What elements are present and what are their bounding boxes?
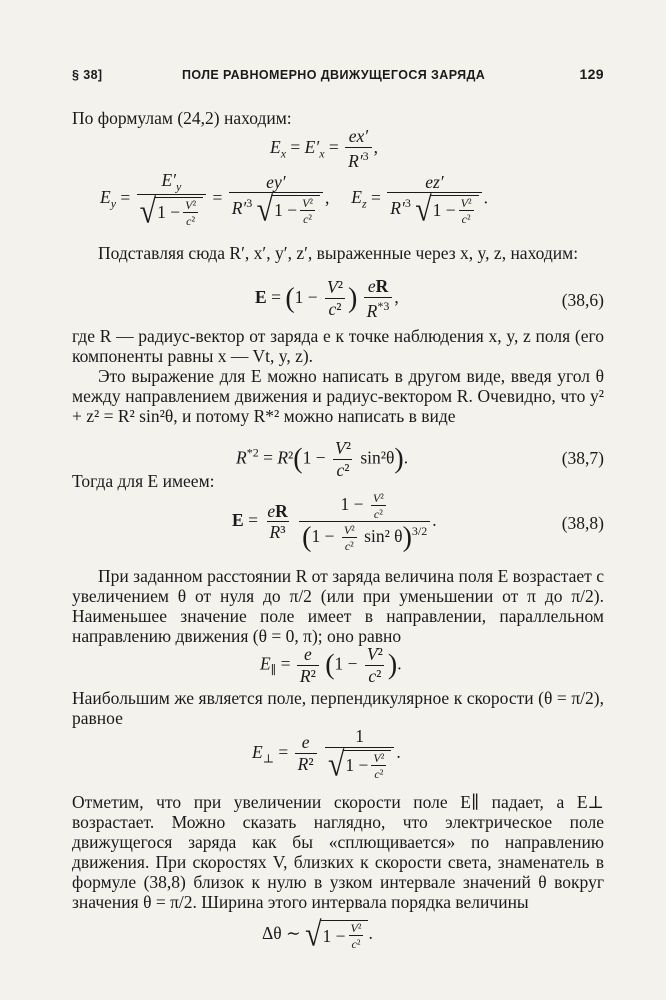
formula-ex: $E_x = E'_x$ = $\frac{ex'}{R'^3}$ , (270, 126, 379, 171)
formula-38-8: E = $\frac{eR}{\text{R³}}$ 1 − $\frac{\text{V²}}{\text{c²}}$ (1 − $\frac{\text{V²}}{\text{c²}}$ sin² θ)$^{3/2}$ . (232, 491, 437, 553)
formula-e-perpendicular: $E_\perp$ = $\frac{e}{\text{R²}}$ 1 √ 1 − $\frac{\text{V²}}{\text{c²}}$ . (252, 726, 401, 783)
paragraph-1: По формулам (24,2) находим: (72, 108, 292, 128)
formula-delta-theta: Δθ ∼ √ 1 − $\frac{\text{V²}}{\text{c²}}$ . (262, 915, 373, 954)
formula-38-7: $R^{*2} = R^2(1$ − $\frac{\text{V²}}{\text{c²}}$ sin²θ). (236, 438, 409, 480)
equation-number-38-6: (38,6) (561, 290, 604, 310)
running-title: ПОЛЕ РАВНОМЕРНО ДВИЖУЩЕГОСЯ ЗАРЯДА (182, 68, 486, 82)
formula-38-6: E = (1 − $\frac{\text{V²}}{\text{c²}}$ ) $\frac{eR}{R^{*3}}$ , (255, 276, 399, 321)
running-header (72, 66, 604, 86)
section-label: § 38] (72, 68, 103, 82)
paragraph-6: При заданном расстоянии R от заряда величина поля E возрастает с увеличением θ от нуля до π/2 (или при уменьшении от π до π/2). Наименьшее значение поле имеет в направлении, параллельном направлению движения (θ = 0, π); оно равно (72, 566, 604, 646)
paragraph-4: Это выражение для E можно написать в другом виде, введя угол θ между направлением движения и радиус-вектором R. Очевидно, что y² + z² = R² sin²θ, и потому R*² можно написать в виде (72, 366, 604, 426)
paragraph-5: Тогда для E имеем: (72, 471, 215, 491)
paragraph-2: Подставляя сюда R′, x′, y′, z′, выраженные через x, y, z, находим: (98, 243, 579, 263)
paragraph-3: где R — радиус-вектор от заряда e к точке наблюдения x, y, z поля (его компоненты равны x — Vt, y, z). (72, 326, 604, 366)
equation-number-38-7: (38,7) (561, 448, 604, 468)
formula-e-parallel: $E_\parallel$ = $\frac{e}{\text{R²}}$ (1 − $\frac{\text{V²}}{\text{c²}}$ ). (260, 644, 402, 686)
page-number: 129 (579, 66, 604, 82)
equation-number-38-8: (38,8) (561, 513, 604, 533)
paragraph-7: Наибольшим же является поле, перпендикулярное к скорости (θ = π/2), равное (72, 688, 604, 728)
paragraph-8: Отметим, что при увеличении скорости поле E∥ падает, а E⊥ возрастает. Можно сказать наглядно, что электрическое поле движущегося заряда как бы «сплющивается» по направлению движения. При скоростях V, близких к скорости света, знаменатель в формуле (38,8) близок к нулю в узком интервале значений θ вокруг значения θ = π/2. Ширина этого интервала порядка величины (72, 792, 604, 912)
formula-ey-ez: $E_y$ = $E'_y$ √ 1 − $\frac{\text{V²}}{\text{c²}}$ = ey′ $R'^3$ √ 1 − $\frac{\text{V²}}{\text{c²}}$ , $E_z$ = ez′ $R'^3$ √ 1 − $\frac{\text{V²}}{\text{c²}}$ . (100, 170, 488, 230)
